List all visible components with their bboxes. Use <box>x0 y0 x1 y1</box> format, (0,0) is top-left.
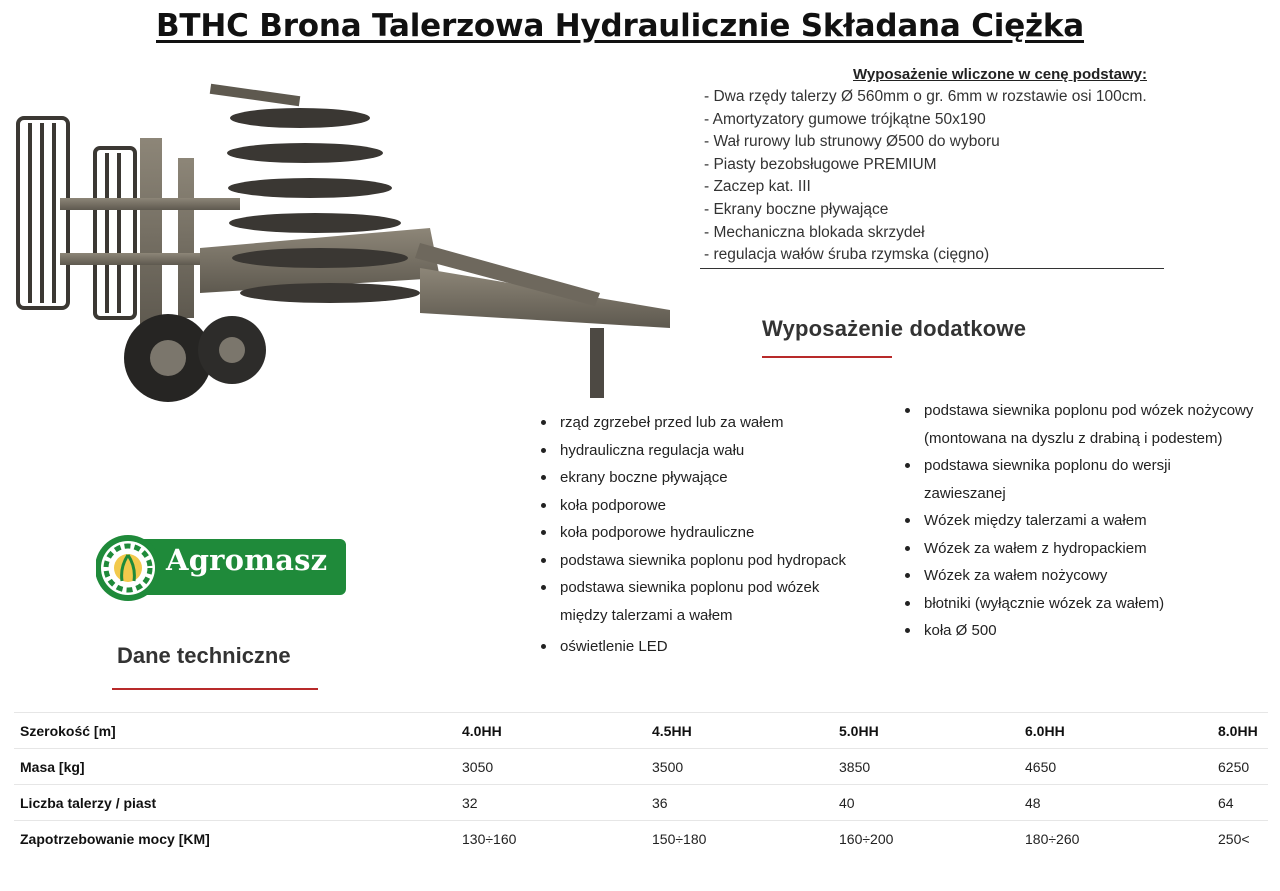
logo-text: Agromasz <box>166 543 328 577</box>
table-cell: 3500 <box>652 759 684 775</box>
additional-equipment-title: Wyposażenie dodatkowe <box>762 316 1027 341</box>
table-cell: 4650 <box>1025 759 1057 775</box>
table-row <box>14 820 1268 856</box>
list-item: ekrany boczne pływające <box>538 464 898 492</box>
table-cell: 180÷260 <box>1025 831 1080 847</box>
table-cell: 5.0HH <box>839 723 879 739</box>
list-item: błotniki (wyłącznie wózek za wałem) <box>902 590 1262 618</box>
list-item: koła Ø 500 <box>902 617 1262 645</box>
table-cell: Liczba talerzy / piast <box>20 795 157 811</box>
list-item: podstawa siewnika poplonu do wersji zawieszanej <box>902 452 1262 507</box>
list-item: - Wał rurowy lub strunowy Ø500 do wyboru <box>704 133 1000 151</box>
table-cell: Masa [kg] <box>20 759 85 775</box>
list-item: podstawa siewnika poplonu pod hydropack <box>538 547 898 575</box>
list-item: koła podporowe <box>538 492 898 520</box>
list-item: - Amortyzatory gumowe trójkątne 50x190 <box>704 110 986 128</box>
standard-equipment <box>700 66 1170 269</box>
table-cell: 8.0HH <box>1218 723 1258 739</box>
title-underline <box>112 688 318 690</box>
table-cell: 130÷160 <box>462 831 517 847</box>
table-cell: 4.5HH <box>652 723 692 739</box>
table-header-row <box>14 712 1268 748</box>
table-cell: 64 <box>1218 795 1234 811</box>
table-cell: 6.0HH <box>1025 723 1065 739</box>
list-item: Wózek między talerzami a wałem <box>902 507 1262 535</box>
list-item: Wózek za wałem nożycowy <box>902 562 1262 590</box>
technical-table <box>14 712 1268 856</box>
list-item: Wózek za wałem z hydropackiem <box>902 535 1262 563</box>
table-cell: 4.0HH <box>462 723 502 739</box>
title-underline <box>762 356 892 358</box>
additional-equipment-list-right <box>902 397 1262 645</box>
table-cell: Zapotrzebowanie mocy [KM] <box>20 831 210 847</box>
list-item: - Piasty bezobsługowe PREMIUM <box>704 155 937 173</box>
list-item: - Zaczep kat. III <box>704 178 811 196</box>
table-cell: Szerokość [m] <box>20 723 116 739</box>
table-cell: 36 <box>652 795 668 811</box>
list-item: podstawa siewnika poplonu pod wózek między talerzami a wałem <box>538 574 898 629</box>
list-item: - Dwa rzędy talerzy Ø 560mm o gr. 6mm w rozstawie osi 100cm. <box>704 88 1147 105</box>
table-cell: 250< <box>1218 831 1250 847</box>
table-cell: 3850 <box>839 759 871 775</box>
agromasz-logo <box>96 533 348 603</box>
list-item: rząd zgrzebeł przed lub za wałem <box>538 409 898 437</box>
page-title: BTHC Brona Talerzowa Hydraulicznie Składana Ciężka <box>156 8 1084 44</box>
additional-equipment-list-left <box>538 409 898 661</box>
standard-equipment-list <box>700 86 1170 267</box>
table-cell: 6250 <box>1218 759 1250 775</box>
table-cell: 48 <box>1025 795 1041 811</box>
table-cell: 40 <box>839 795 855 811</box>
list-item: oświetlenie LED <box>538 633 898 661</box>
table-cell: 32 <box>462 795 478 811</box>
list-item: - regulacja wałów śruba rzymska (cięgno) <box>704 246 990 264</box>
technical-data-title: Dane techniczne <box>117 643 291 668</box>
standard-equipment-heading: Wyposażenie wliczone w cenę podstawy: <box>853 66 1147 83</box>
list-item: - Ekrany boczne pływające <box>704 200 889 218</box>
table-row <box>14 748 1268 784</box>
table-cell: 3050 <box>462 759 494 775</box>
disc-harrow-image <box>0 78 700 408</box>
table-cell: 150÷180 <box>652 831 707 847</box>
divider <box>700 268 1164 269</box>
list-item: - Mechaniczna blokada skrzydeł <box>704 223 925 241</box>
list-item: koła podporowe hydrauliczne <box>538 519 898 547</box>
list-item: podstawa siewnika poplonu pod wózek nożycowy (montowana na dyszlu z drabiną i podestem) <box>902 397 1262 452</box>
table-cell: 160÷200 <box>839 831 894 847</box>
table-row <box>14 784 1268 820</box>
list-item: hydrauliczna regulacja wału <box>538 437 898 465</box>
